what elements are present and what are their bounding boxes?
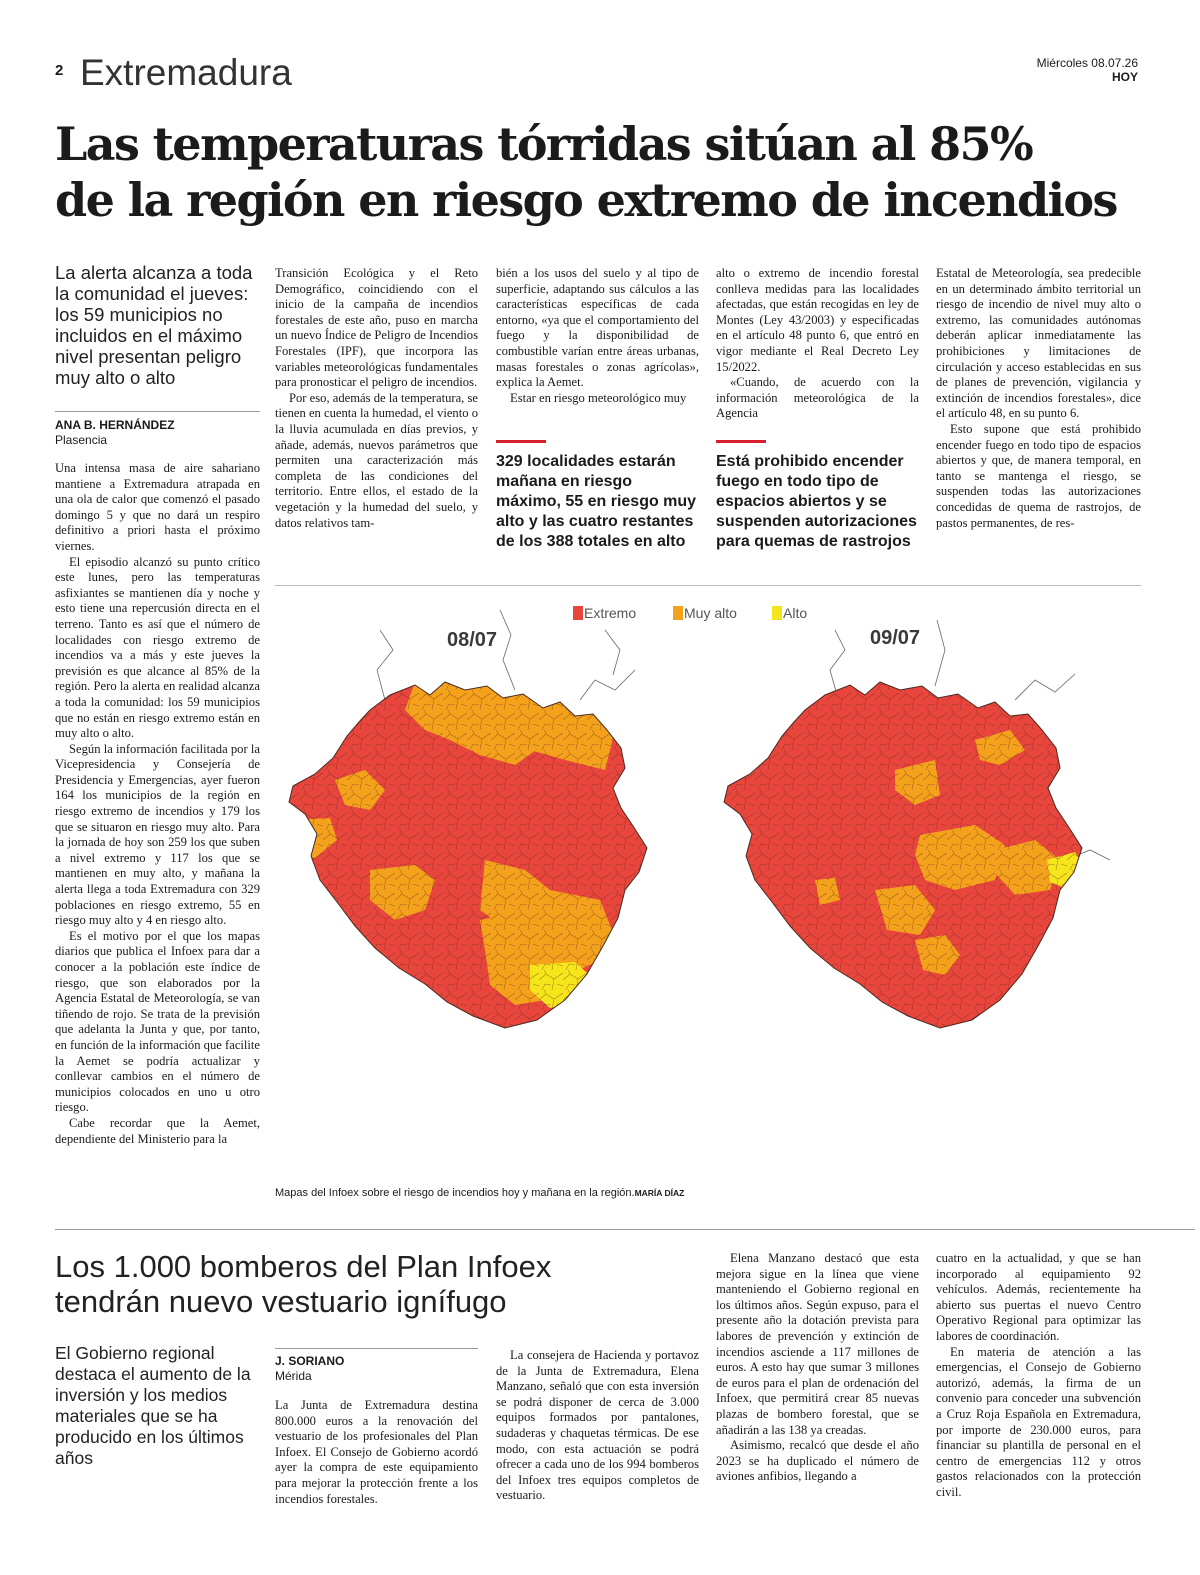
legend-swatch-muy-alto bbox=[673, 606, 683, 620]
map-legend bbox=[573, 605, 807, 621]
paragraph: alto o extremo de incendio forestal conlleva medidas para las localidades afectadas, que están recogidas en ley de Montes (Ley 43/2003) y especificadas en el artículo 48 punto 6, que entró en vigor mediante el Real Decreto Ley 15/2022. bbox=[716, 266, 919, 374]
article-column-1 bbox=[55, 461, 260, 1201]
legend-label-muy-alto: Muy alto bbox=[684, 605, 737, 621]
paragraph: El episodio alcanzó su punto crítico este lunes, pero las temperaturas asfixiantes se mantienen día y noche y esto tiene una repercusión directa en el terreno. Tanto es así que el número de localidades con riesgo extremo de incendios va a más y este jueves la previsión es que alcance al 85% de la región. Pero la alerta en realidad alcanza a toda la comunidad: los 59 municipios que no están en riesgo extremo están en muy alto o alto. bbox=[55, 554, 260, 741]
map-date-label-tomorrow: 09/07 bbox=[870, 627, 921, 649]
pullquote: Está prohibido encender fuego en todo tipo de espacios abiertos y se suspenden autorizaciones para quemas de rastrojos bbox=[716, 453, 917, 550]
paragraph: En materia de atención a las emergencias, el Consejo de Gobierno autorizó, además, la firma de un convenio para conceder una subvención a Cruz Roja Española en Extremadura, por importe de 230.000 euros, para financiar su plantilla de personal en el centro de emergencias 112 y otros gastos relacionados con la protección civil. bbox=[936, 1344, 1141, 1499]
article-subhead: El Gobierno regional destaca el aumento de la inversión y los medios materiales que se ha producido en los últimos años bbox=[55, 1343, 251, 1468]
article-column-4 bbox=[716, 266, 919, 421]
article-column-2 bbox=[275, 266, 478, 558]
author-location: Plasencia bbox=[55, 433, 108, 447]
paragraph: Estar en riesgo meteorológico muy bbox=[510, 390, 687, 405]
legend-label-alto: Alto bbox=[783, 605, 808, 621]
byline bbox=[55, 418, 175, 448]
byline-divider bbox=[55, 411, 260, 412]
legend-swatch-extremo bbox=[573, 606, 583, 620]
author-name: ANA B. HERNÁNDEZ bbox=[55, 418, 175, 432]
figure-caption bbox=[275, 1187, 684, 1199]
paragraph: cuatro en la actualidad, y que se han incorporado al equipamiento 92 vehículos. Además, recientemente ha abierto sus puertas el nuevo Centro Operativo Regional para optimizar las labores de coordinación. bbox=[936, 1251, 1141, 1343]
paragraph: bién a los usos del suelo y al tipo de superficie, adaptando sus cálculos a las características específicas de cada entorno, «ya que el comportamiento del fuego y la disponibilidad de combustible varían entre áreas urbanas, masas forestales o zonas agrícolas», explica la Aemet. bbox=[496, 266, 699, 390]
paragraph: Asimismo, recalcó que desde el año 2023 se ha duplicado el número de aviones anfibios, llegando a bbox=[716, 1438, 919, 1484]
paragraph: «Cuando, de acuerdo con la información meteorológica de la Agencia bbox=[716, 375, 919, 421]
paragraph: Cabe recordar que la Aemet, dependiente del Ministerio para la bbox=[55, 1115, 260, 1146]
article-subhead: La alerta alcanza a toda la comunidad el jueves: los 59 municipios no incluidos en el máximo nivel presentan peligro muy alto o alto bbox=[55, 262, 253, 388]
article2-column-1 bbox=[275, 1398, 478, 1506]
paragraph: Transición Ecológica y el Reto Demográfico, coincidiendo con el inicio de la campaña de incendios forestales de este año, puso en marcha un nuevo Índice de Peligro de Incendios Forestales (IPF), que incorpora las variables meteorológicas fundamentales para pronosticar el peligro de incendios. bbox=[275, 266, 478, 390]
map-date-label-today: 08/07 bbox=[447, 629, 498, 651]
paragraph: Estatal de Meteorología, sea predecible en un determinado ámbito territorial un riesgo de incendio de nivel muy alto o extremo, las comunidades autónomas deberán aplicar inmediatamente las prohibiciones y limitaciones de circulación y acceso establecidas en sus de planes de prevención, vigilancia y extinción de incendios forestales», dice el artículo 48, en su punto 6. bbox=[936, 266, 1141, 421]
secondary-headline bbox=[55, 1249, 625, 1319]
byline-divider bbox=[275, 1348, 478, 1349]
caption-text: Mapas del Infoex sobre el riesgo de incendios hoy y mañana en la región. bbox=[275, 1187, 635, 1199]
headline-line: Las temperaturas tórridas sitúan al 85% bbox=[55, 117, 1033, 171]
author-location: Mérida bbox=[275, 1369, 312, 1383]
issue-date: Miércoles 08.07.26 bbox=[1036, 56, 1138, 70]
headline-line: tendrán nuevo vestuario ignífugo bbox=[55, 1284, 507, 1319]
article2-column-3 bbox=[716, 1251, 919, 1491]
headline-line: Los 1.000 bomberos del Plan Infoex bbox=[55, 1249, 552, 1284]
risk-map-tomorrow bbox=[705, 670, 1105, 1050]
article2-column-2 bbox=[496, 1348, 699, 1503]
byline bbox=[275, 1354, 344, 1384]
pullquote: 329 localidades estarán mañana en riesgo máximo, 55 en riesgo muy alto y las cuatro restantes de los 388 totales en alto bbox=[496, 453, 697, 550]
risk-maps-figure bbox=[275, 590, 1141, 1185]
paragraph: Según la información facilitada por la Vicepresidencia y Consejería de Presidencia y Emergencias, ayer fueron 164 los municipios de la región en riesgo extremo de incendios y 179 los que se situaron en riesgo muy alto. Para la jornada de hoy son 259 los que suben a nivel extremo y 117 los que se mantienen en muy alto, y mañana la alerta llega a toda Extremadura con 329 poblaciones en riesgo extremo, 55 en riesgo muy alto y 4 en riesgo alto. bbox=[55, 741, 260, 928]
pullquote-accent-rule bbox=[496, 440, 546, 443]
paragraph: Elena Manzano destacó que esta mejora sigue en la línea que viene manteniendo el Gobierno regional en los últimos años. Según expuso, para el presente año la dotación prevista para labores de prevención y extinción de incendios asciende a 117 millones de euros. A esto hay que sumar 3 millones de euros para el plan de ordenación del Infoex, que permitirá crear 85 nuevas plazas de bombero forestal, que se añadirán a las 138 ya creadas. bbox=[716, 1251, 919, 1437]
article2-column-4 bbox=[936, 1251, 1141, 1499]
dateline bbox=[1037, 56, 1138, 84]
legend-label-extremo: Extremo bbox=[584, 605, 637, 621]
paragraph: Es el motivo por el que los mapas diarios que publica el Infoex para dar a conocer a la población este índice de riesgo, que son elaborados por la Agencia Estatal de Meteorología, se van tiñendo de rojo. Se trata de la previsión que adelanta la Junta y que, por tanto, en función de la información que facilite la Aemet se podría actualizar y conllevar cambios en el número de municipios colocados en uno u otro riesgo. bbox=[55, 928, 260, 1115]
photo-credit: MARÍA DÍAZ bbox=[634, 1188, 685, 1198]
author-name: J. SORIANO bbox=[275, 1354, 345, 1368]
legend-swatch-alto bbox=[772, 606, 782, 620]
pullquote-accent-rule bbox=[716, 440, 766, 443]
section-title: Extremadura bbox=[80, 52, 292, 93]
paragraph: La consejera de Hacienda y portavoz de la Junta de Extremadura, Elena Manzano, señaló que con esta inversión se podrá disponer de cerca de 3.000 equipos formados por pantalones, sudaderas y chaquetas térmicas. De ese modo, con esta actuación se podrá ofrecer a cada uno de los 994 bomberos del Infoex tres equipos completos de vestuario. bbox=[496, 1348, 699, 1503]
figure-divider bbox=[275, 585, 1141, 586]
main-headline bbox=[55, 116, 1155, 228]
paragraph: La Junta de Extremadura destina 800.000 euros a la renovación del vestuario de los profesionales del Plan Infoex. El Consejo de Gobierno acordó ayer la compra de este equipamiento para mejorar la protección frente a los incendios forestales. bbox=[275, 1398, 478, 1506]
risk-map-today bbox=[275, 670, 655, 1050]
headline-line: de la región en riesgo extremo de incendios bbox=[55, 173, 1117, 227]
publication-name: HOY bbox=[1111, 70, 1138, 84]
paragraph: Una intensa masa de aire sahariano mantiene a Extremadura atrapada en una ola de calor que comenzó el pasado domingo 5 y que no dará un respiro definitivo a priori hasta el próximo viernes. bbox=[55, 461, 260, 553]
page-number: 2 bbox=[55, 62, 64, 79]
article-separator bbox=[55, 1229, 1195, 1230]
article-column-5 bbox=[936, 266, 1141, 558]
article-column-3 bbox=[496, 266, 699, 412]
paragraph: Esto supone que está prohibido encender fuego en todo tipo de espacios abiertos y que, de manera temporal, en tanto se mantenga el riesgo, se suspenden todas las autorizaciones concedidas de quema de rastrojos, de pastos permanentes, de res- bbox=[936, 421, 1141, 530]
paragraph: Por eso, además de la temperatura, se tienen en cuenta la humedad, el viento o la lluvia acumulada en días previos, y añade, además, nuevos parámetros que permiten una caracterización más completa de las condiciones del territorio. Entre ellos, el estado de la vegetación y la humedad del suelo, y datos relativos tam- bbox=[275, 390, 478, 530]
